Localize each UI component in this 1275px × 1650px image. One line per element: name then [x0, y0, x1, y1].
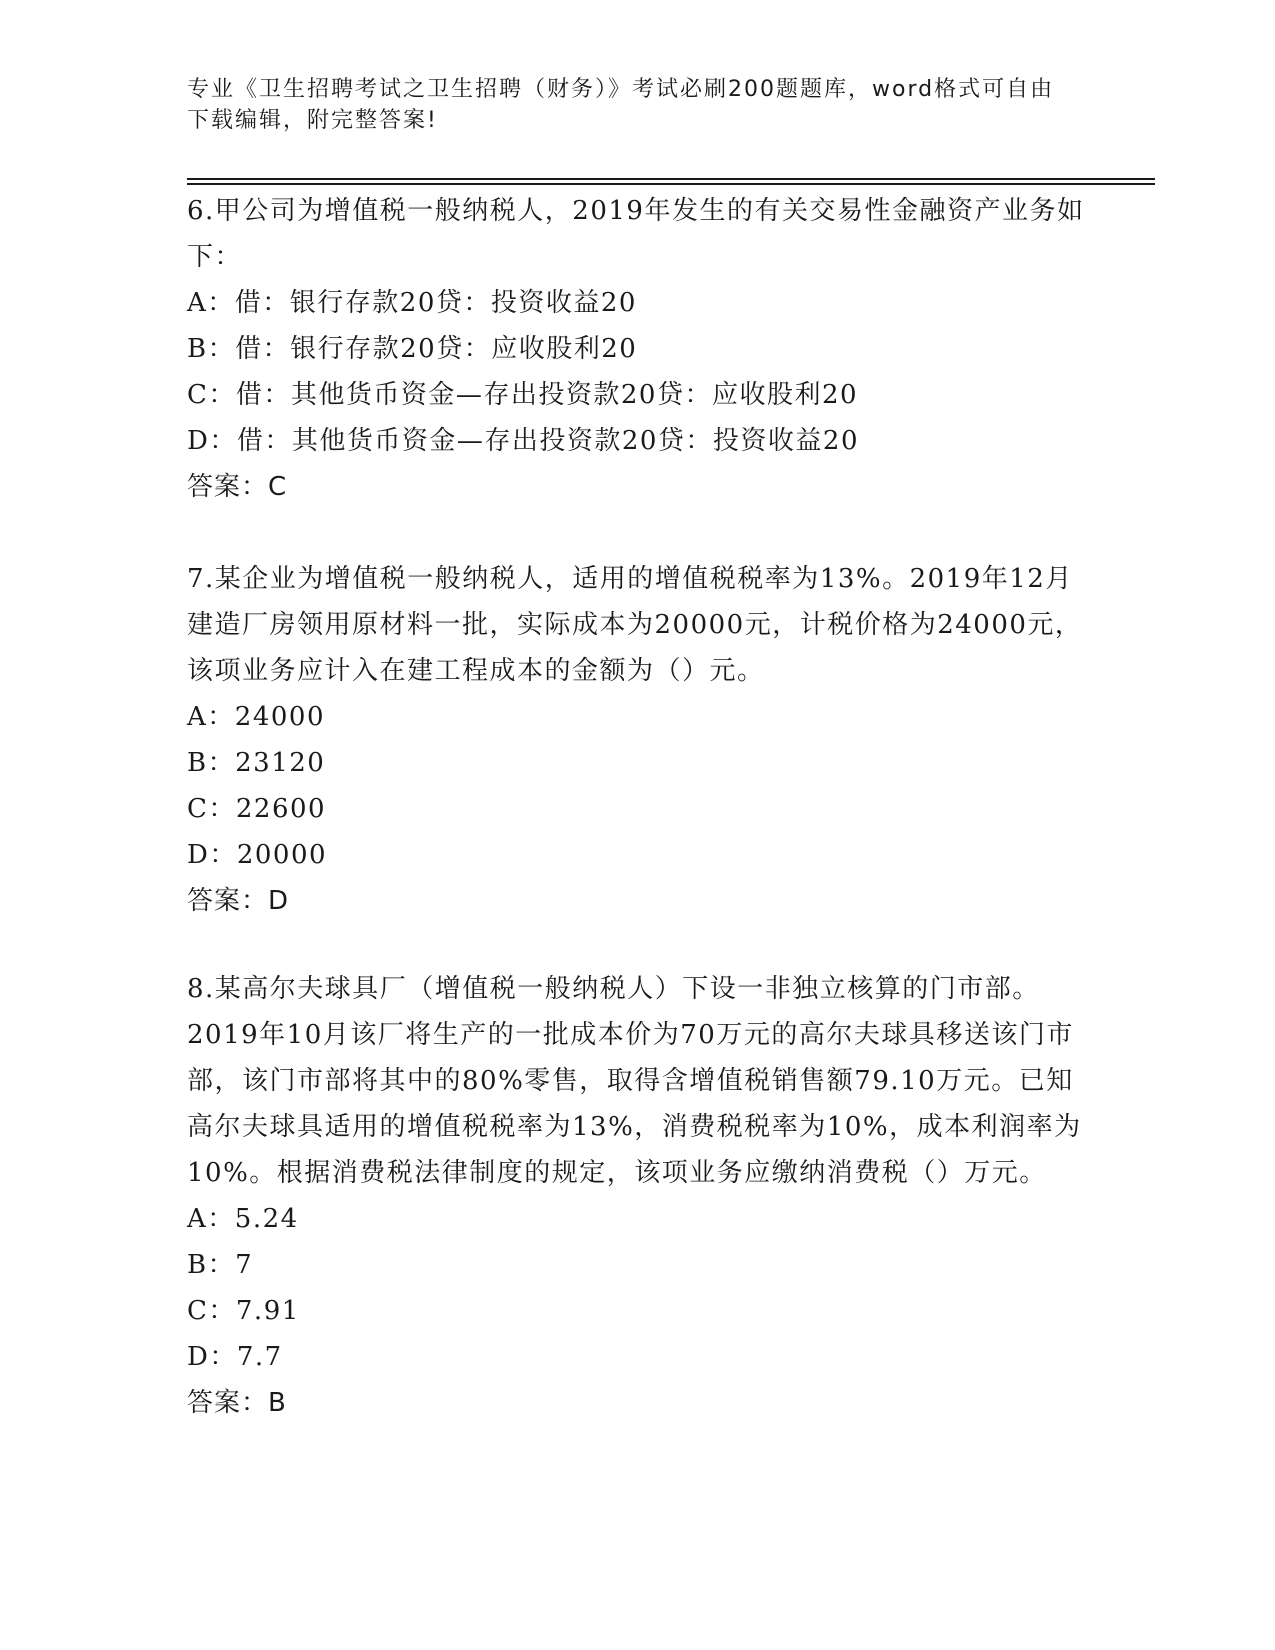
answer-line: 答案：C [187, 472, 288, 502]
question-7 [187, 556, 1087, 924]
option-a: A：5.24 [187, 1204, 299, 1234]
option-a: A：借：银行存款20贷：投资收益20 [187, 288, 637, 318]
document-header: 专业《卫生招聘考试之卫生招聘（财务）》考试必刷200题题库，word格式可自由下载编辑，附完整答案! [187, 77, 1055, 133]
question-stem: 6.甲公司为增值税一般纳税人，2019年发生的有关交易性金融资产业务如下： [187, 196, 1085, 272]
option-c: C：借：其他货币资金—存出投资款20贷：应收股利20 [187, 380, 859, 410]
answer-line: 答案：B [187, 1388, 287, 1418]
option-d: D：20000 [187, 840, 328, 870]
question-stem: 8.某高尔夫球具厂（增值税一般纳税人）下设一非独立核算的门市部。2019年10月该厂将生产的一批成本价为70万元的高尔夫球具移送该门市部，该门市部将其中的80%零售，取得含增值税销售额79.10万元。已知高尔夫球具适用的增值税税率为13%，消费税税率为10%，成本利润率为10%。根据消费税法律制度的规定，该项业务应缴纳消费税（）万元。 [187, 974, 1082, 1188]
option-d: D：7.7 [187, 1342, 283, 1372]
question-6 [187, 188, 1087, 510]
question-stem: 7.某企业为增值税一般纳税人，适用的增值税税率为13%。2019年12月建造厂房领用原材料一批，实际成本为20000元，计税价格为24000元，该项业务应计入在建工程成本的金额为（）元。 [187, 564, 1083, 686]
option-d: D：借：其他货币资金—存出投资款20贷：投资收益20 [187, 426, 860, 456]
option-b: B：23120 [187, 748, 326, 778]
option-b: B：借：银行存款20贷：应收股利20 [187, 334, 638, 364]
header-divider-bottom [187, 183, 1155, 185]
header-divider-top [187, 178, 1155, 180]
option-c: C：7.91 [187, 1296, 300, 1326]
answer-line: 答案：D [187, 886, 290, 916]
option-c: C：22600 [187, 794, 327, 824]
option-b: B：7 [187, 1250, 254, 1280]
option-a: A：24000 [187, 702, 325, 732]
question-8 [187, 966, 1087, 1426]
